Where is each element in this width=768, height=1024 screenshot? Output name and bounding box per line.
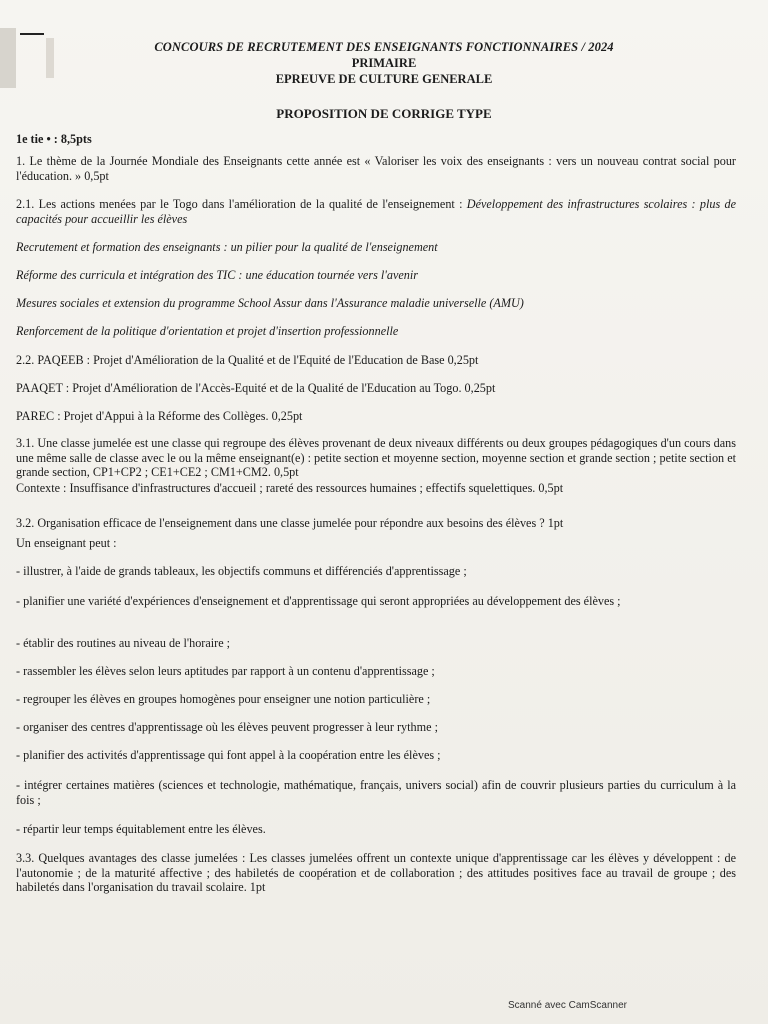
answer-3-2-item: - planifier des activités d'apprentissage qui font appel à la coopération entre les élèves ; [16,748,441,762]
answer-3-2-item: - établir des routines au niveau de l'horaire ; [16,636,231,650]
answer-2-2-parec: PAREC : Projet d'Appui à la Réforme des Collèges. 0,25pt [16,409,303,423]
answer-3-1-context: Contexte : Insuffisance d'infrastructures d'accueil ; rareté des ressources humaines ; effectifs squelettiques. 0,5pt [16,481,564,495]
answer-3-2-item: - illustrer, à l'aide de grands tableaux, les objectifs communs et différenciés d'apprentissage ; [16,564,467,578]
answer-2-1-item: Recrutement et formation des enseignants : un pilier pour la qualité de l'enseignement [16,240,438,254]
answer-3-2-question: 3.2. Organisation efficace de l'enseignement dans une classe jumelée pour répondre aux besoins des élèves ? 1pt [16,516,564,530]
answer-3-1: 3.1. Une classe jumelée est une classe qui regroupe des élèves provenant de deux niveaux différents ou deux groupes pédagogiques d'un cours dans une même salle de classe avec le ou la même enseignant(e) : petite section et moyenne section, moyenne section et grande section ; petite section et grande section, CP1+CP2 ; CE1+CE2 ; CM1+CM2. 0,5pt [16,436,736,479]
answer-3-2-item: - répartir leur temps équitablement entre les élèves. [16,822,266,836]
answer-3-2-item: - planifier une variété d'expériences d'enseignement et d'apprentissage qui seront appropriées au développement des élèves ; [16,594,621,608]
answer-2-1-item: Mesures sociales et extension du programme School Assur dans l'Assurance maladie universelle (AMU) [16,296,524,310]
answer-3-3: 3.3. Quelques avantages des classe jumelées : Les classes jumelées offrent un contexte unique d'apprentissage car les élèves y développent : de l'autonomie ; de la maturité affective ; des habiletés de coopération et de collaboration ; des attitudes positives face au travail de groupe ; des habiletés dans l'organisation du travail scolaire. 1pt [16,851,736,894]
exam-level: PRIMAIRE [351,56,417,70]
exam-subject: EPREUVE DE CULTURE GENERALE [275,72,493,86]
answer-2-1-intro: 2.1. Les actions menées par le Togo dans l'amélioration de la qualité de l'enseignement : [16,197,463,211]
answer-2-1-item: Renforcement de la politique d'orientation et projet d'insertion professionnelle [16,324,399,338]
answer-3-2-item: - rassembler les élèves selon leurs aptitudes par rapport à un contenu d'apprentissage ; [16,664,435,678]
scanner-watermark: Scanné avec CamScanner [508,1000,627,1011]
answer-2-1-item: Réforme des curricula et intégration des TIC : une éducation tournée vers l'avenir [16,268,419,282]
answer-3-2-intro: Un enseignant peut : [16,536,117,550]
answer-1: 1. Le thème de la Journée Mondiale des Enseignants cette année est « Valoriser les voix des enseignants : vers un nouveau contrat social pour l'éducation. » 0,5pt [16,154,736,183]
answer-2-1 [16,197,736,226]
answer-3-2-item: - regrouper les élèves en groupes homogènes pour enseigner une notion particulière ; [16,692,431,706]
exam-title: CONCOURS DE RECRUTEMENT DES ENSEIGNANTS FONCTIONNAIRES / 2024 [154,40,614,54]
answer-2-2-paaqet: PAAQET : Projet d'Amélioration de l'Accès-Equité et de la Qualité de l'Education au Togo. 0,25pt [16,381,496,395]
part-heading: 1e tie • : 8,5pts [16,132,92,146]
answer-3-2-item: - organiser des centres d'apprentissage où les élèves peuvent progresser à leur rythme ; [16,720,438,734]
answer-2-1-item: Développement des infrastructures scolaires : plus de capacités pour accueillir les élèves [16,197,736,226]
document-heading: PROPOSITION DE CORRIGE TYPE [276,106,492,121]
answer-2-2-paqeeb: 2.2. PAQEEB : Projet d'Amélioration de la Qualité et de l'Equité de l'Education de Base 0,25pt [16,353,479,367]
answer-3-2-item: - intégrer certaines matières (sciences et technologie, mathématique, français, univers social) afin de couvrir plusieurs parties du curriculum à la fois ; [16,778,736,807]
